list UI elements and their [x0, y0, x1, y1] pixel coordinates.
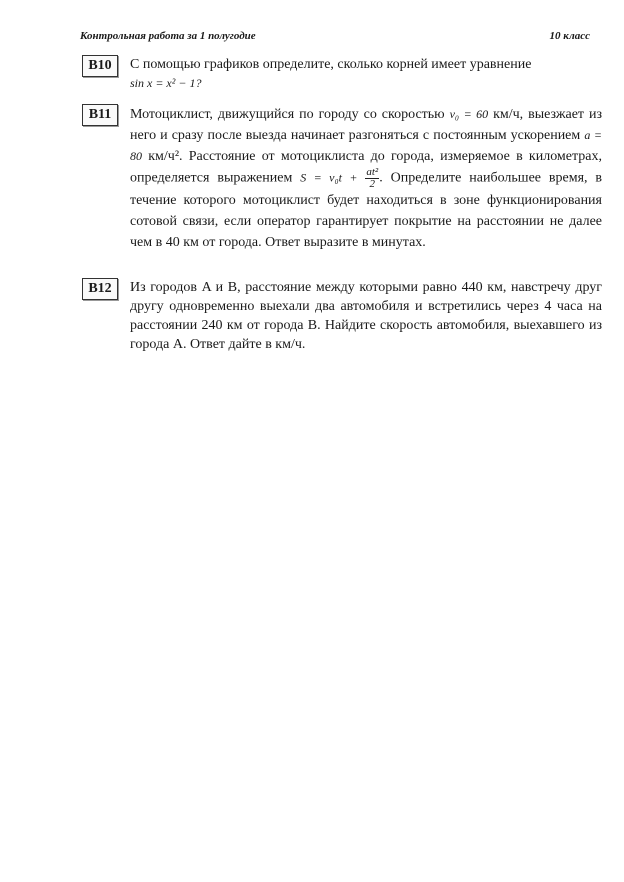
formula-fraction: $\frac{\text{at²}}{2}$	[366, 166, 379, 190]
task-text: С помощью графиков определите, сколько корней имеет уравнение sin x = x² − 1?	[130, 57, 532, 90]
task-b10	[82, 55, 602, 93]
task-b12	[82, 278, 602, 354]
task-label: B10	[82, 55, 118, 77]
task-label: B12	[82, 278, 118, 300]
acceleration-value: a = 80	[130, 128, 603, 163]
task-b11	[82, 104, 602, 253]
velocity-value: v₀ = 60	[449, 107, 489, 121]
formula-lhs: S = v₀t +	[300, 170, 358, 185]
header-title: Контрольная работа за 1 полугодие	[80, 30, 256, 42]
header-grade: 10 класс	[549, 30, 590, 42]
task-label: B11	[82, 104, 118, 126]
equation: sin x = x² − 1?	[130, 76, 202, 90]
task-text: Мотоциклист, движущийся по городу со скоростью v₀ = 60 км/ч, выезжает из него и сразу после выезда начинает разгоняться с постоянным ускорением a = 80 км/ч². Расстояние от мотоциклиста до города, измеряемое в километрах, определяется выражением S = v₀t + $\frac{\text{at²}}{2}$ . Определите наибольшее время, в течение которого мотоциклист будет находиться в зоне функционирования сотовой связи, если оператор гарантирует покрытие на расстоянии не далее чем в 40 км от города. Ответ выразите в минутах.	[130, 107, 603, 250]
page-header	[80, 30, 590, 42]
task-text: Из городов A и B, расстояние между которыми равно 440 км, навстречу друг другу одновременно выехали два автомобиля и встретились через 4 часа на расстоянии 240 км от города B. Найдите скорость автомобиля, выехавшего из города A. Ответ дайте в км/ч.	[130, 280, 602, 352]
